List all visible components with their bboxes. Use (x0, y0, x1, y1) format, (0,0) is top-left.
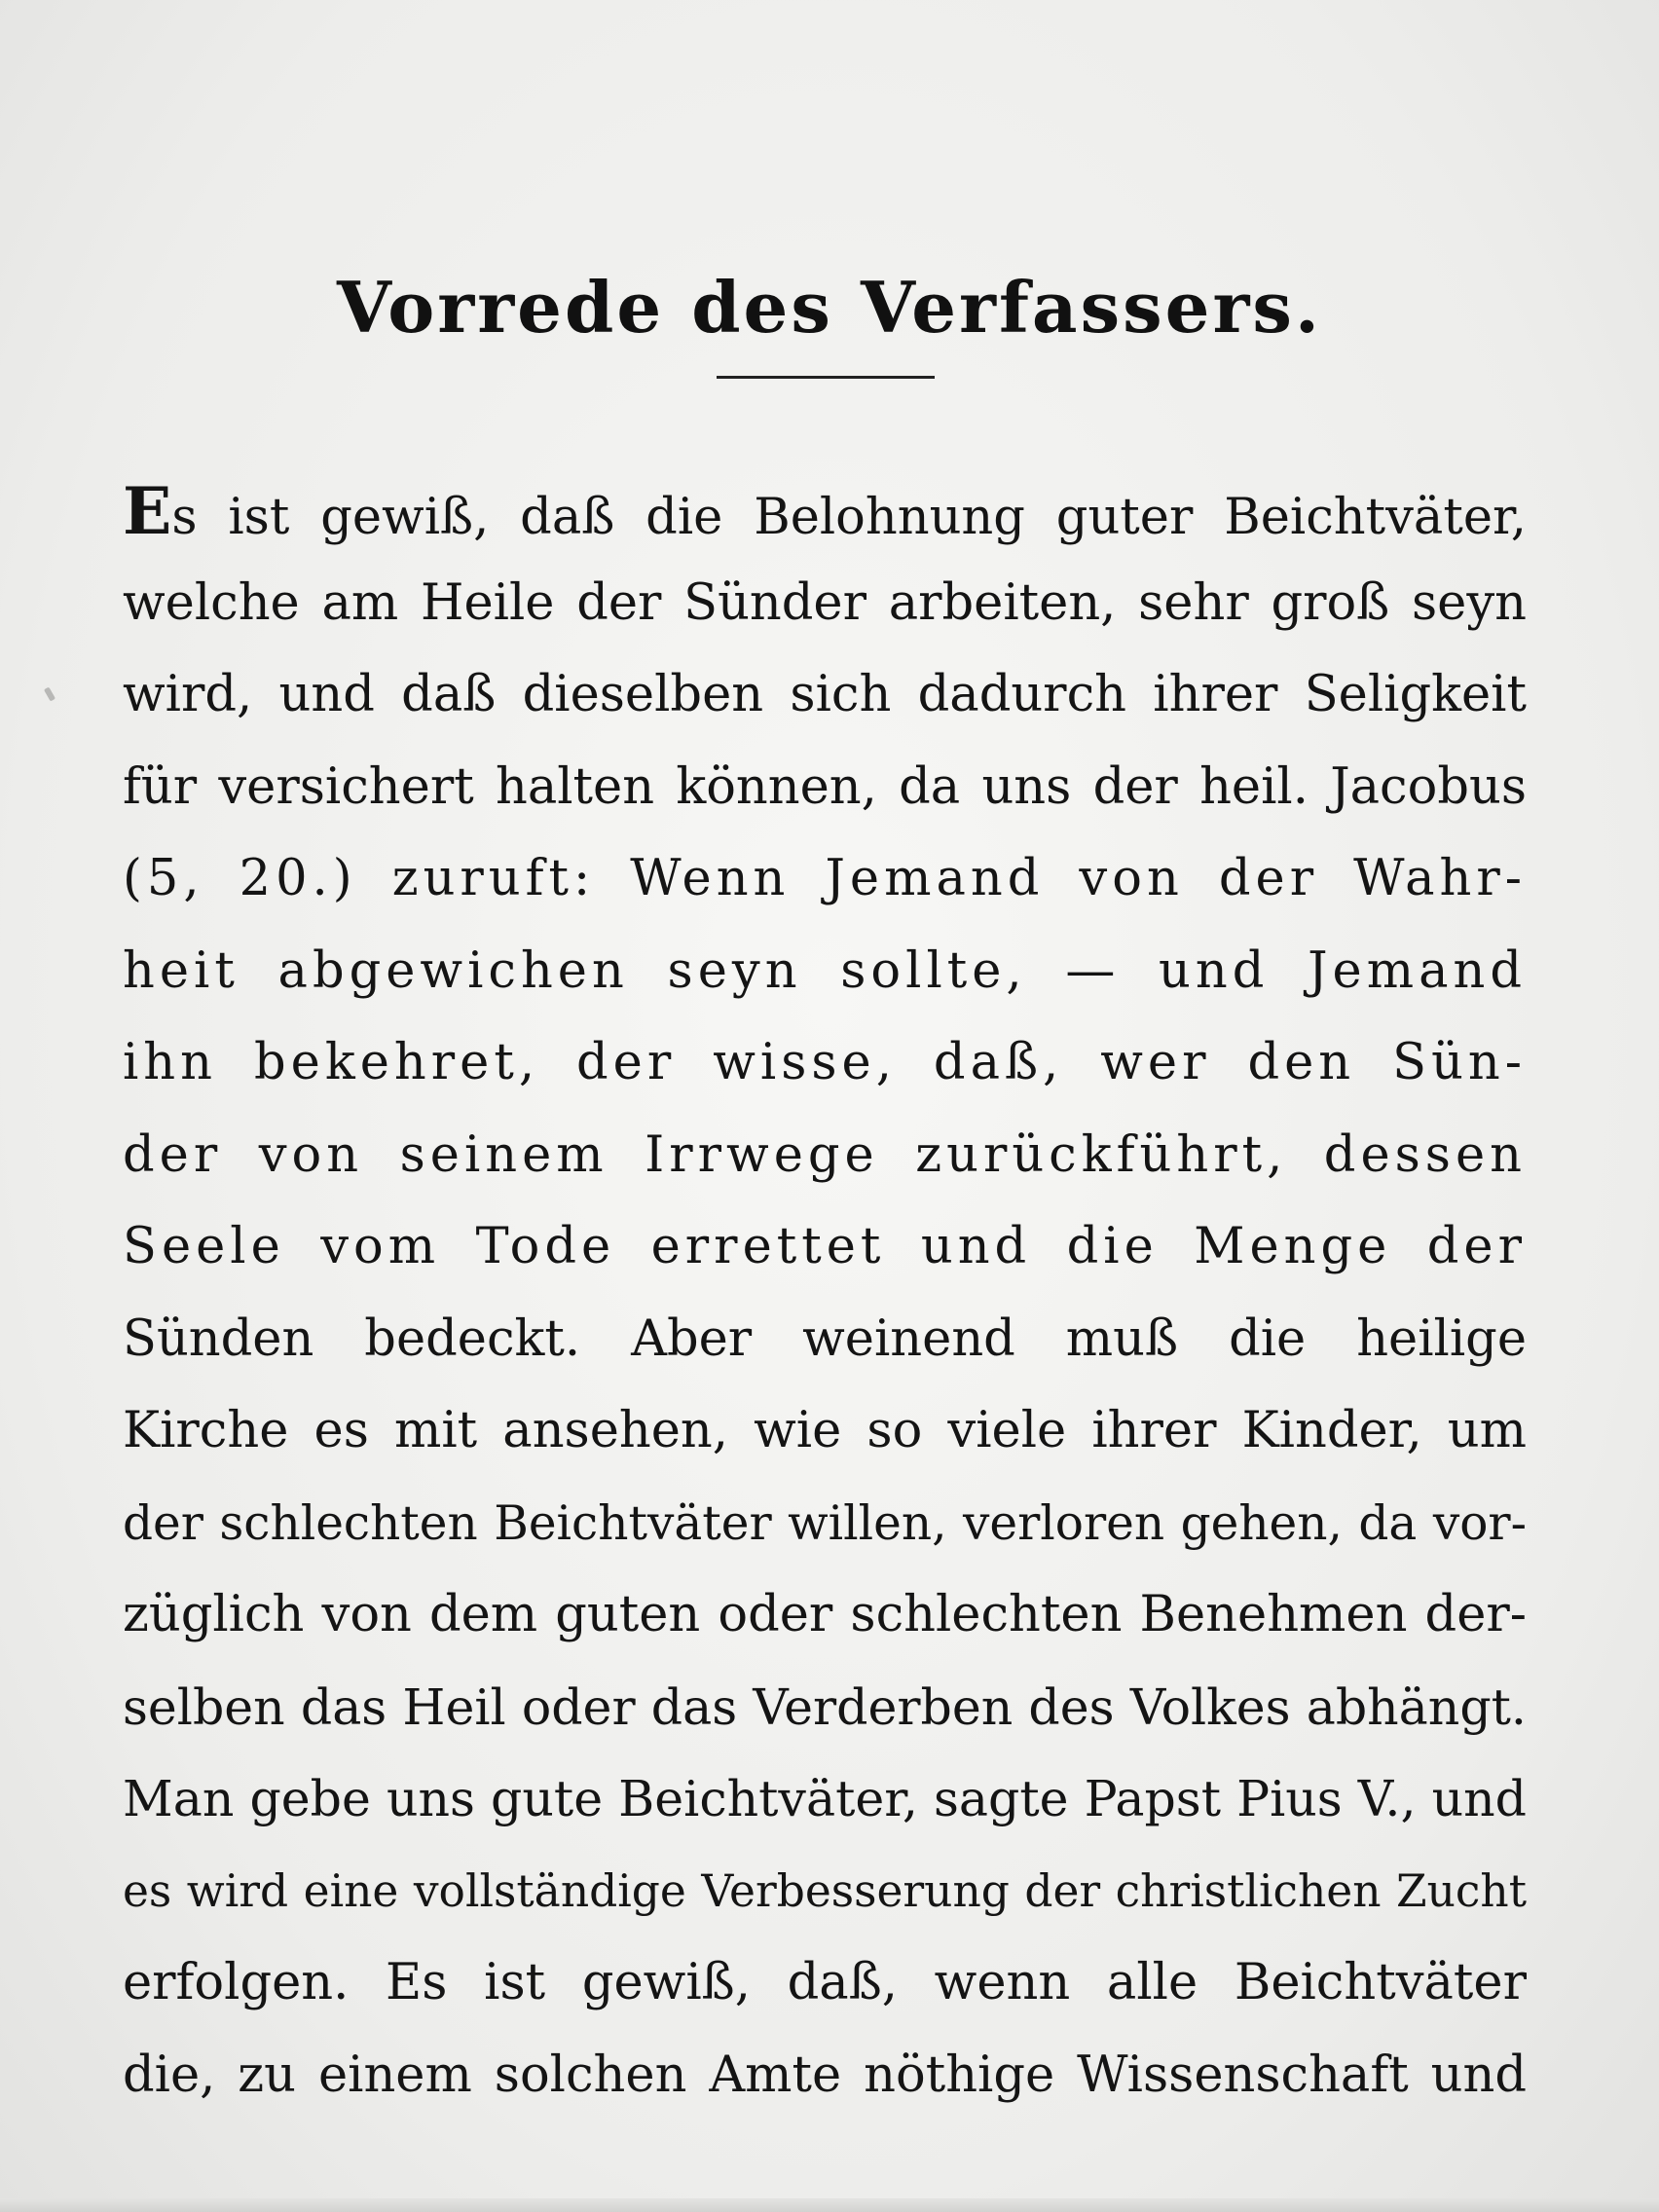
text-line-2: welche am Heile der Sünder arbeiten, sehr groß seyn (123, 573, 1527, 632)
text-line-9: Seele vom Tode errettet und die Menge der (123, 1218, 1527, 1275)
text-line-7: ihn bekehret, der wisse, daß, wer den Sün- (123, 1034, 1527, 1091)
page-title: Vorrede des Verfassers. (337, 266, 1322, 350)
text-line-4: für versichert halten können, da uns der heil. Jacobus (123, 757, 1527, 816)
text-line-6: heit abgewichen seyn sollte, — und Jemand (123, 941, 1527, 1000)
text-line-1-rest: s ist gewiß, daß die Belohnung guter Beichtväter, (171, 489, 1527, 546)
title-divider (717, 376, 935, 379)
text-line-14: selben das Heil oder das Verderben des Volkes abhängt. (123, 1677, 1527, 1736)
text-line-15: Man gebe uns gute Beichtväter, sagte Papst Pius V., und (123, 1770, 1527, 1827)
text-line-16: es wird eine vollständige Verbesserung der christlichen Zucht (123, 1864, 1527, 1917)
text-line-11: Kirche es mit ansehen, wie so viele ihrer Kinder, um (123, 1402, 1527, 1459)
text-line-3: wird, und daß dieselben sich dadurch ihrer Seligkeit (123, 666, 1527, 723)
text-line-5: (5, 20.) zuruft: Wenn Jemand von der Wahr- (123, 850, 1527, 907)
text-line-12: der schlechten Beichtväter willen, verloren gehen, da vor- (123, 1495, 1527, 1551)
text-line-13: züglich von dem guten oder schlechten Benehmen der- (123, 1586, 1527, 1643)
drop-initial: E (123, 473, 172, 549)
text-line-18: die, zu einem solchen Amte nöthige Wissenschaft und (123, 2046, 1527, 2104)
paper-speck (44, 686, 55, 701)
text-line-1 (123, 465, 1527, 558)
text-line-10: Sünden bedeckt. Aber weinend muß die heilige (123, 1309, 1527, 1368)
preface-paragraph (123, 465, 1527, 2121)
text-line-17: erfolgen. Es ist gewiß, daß, wenn alle Beichtväter (123, 1954, 1527, 2011)
text-line-8: der von seinem Irrwege zurückführt, dessen (123, 1125, 1527, 1184)
bottom-edge (0, 2198, 1659, 2212)
